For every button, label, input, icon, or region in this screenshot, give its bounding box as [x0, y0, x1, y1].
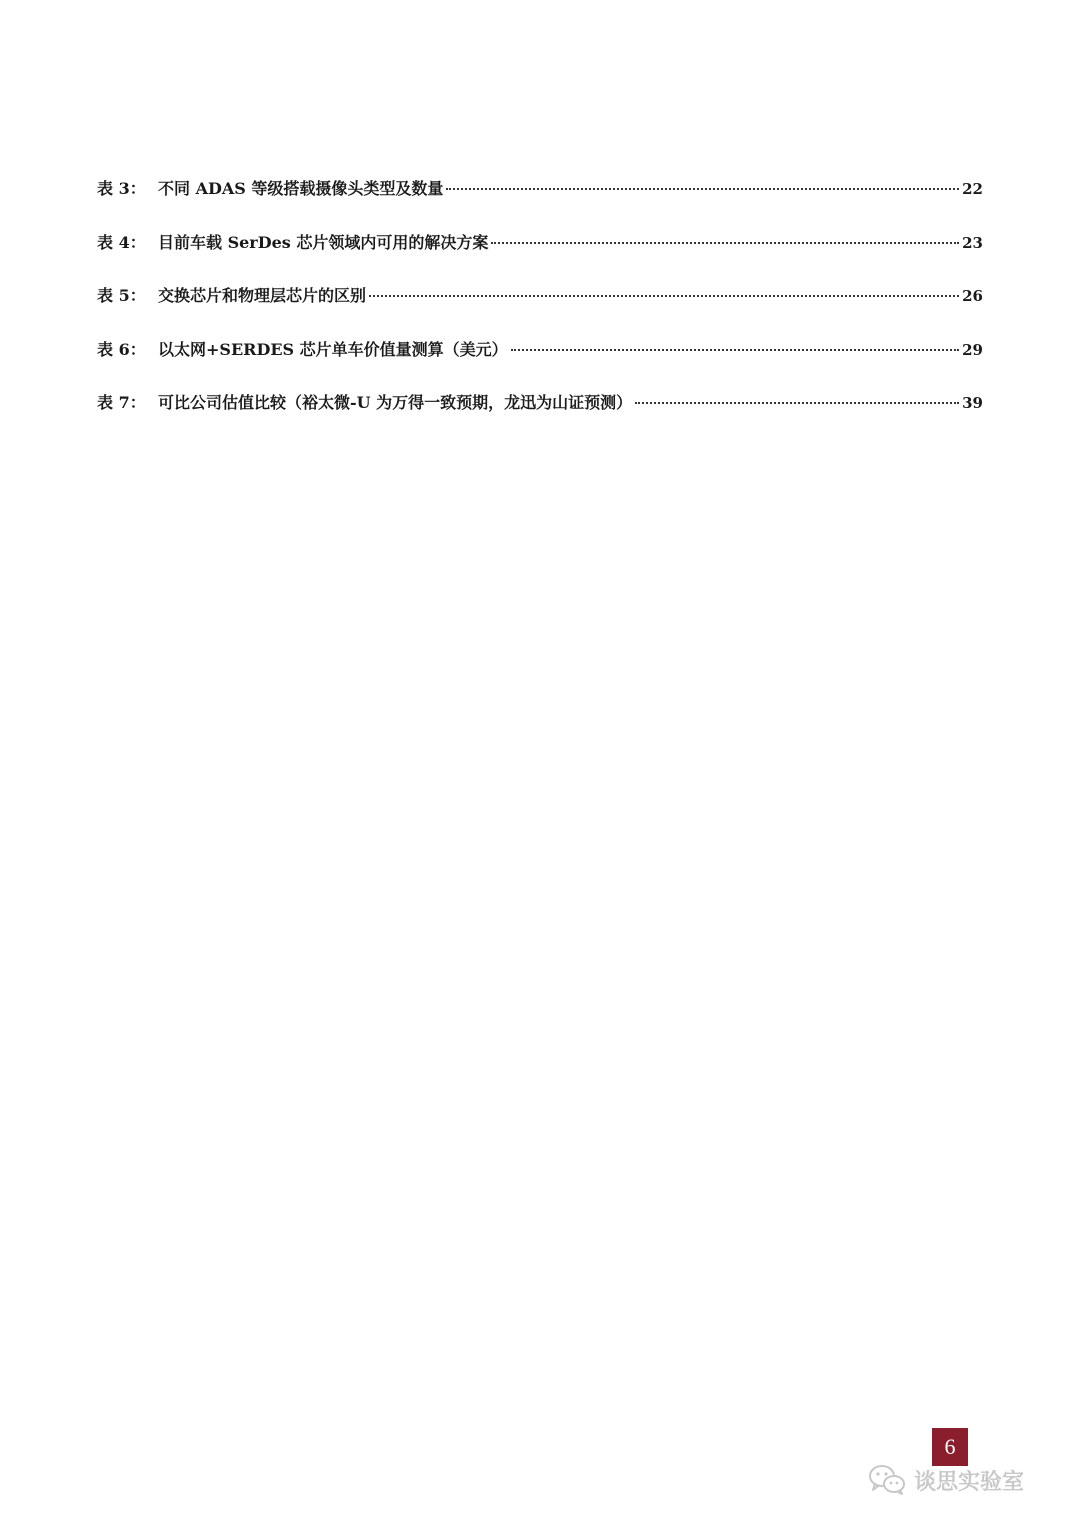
toc-entry-title: 目前车载 SerDes 芯片领域内可用的解决方案: [158, 232, 489, 252]
watermark: [868, 1462, 1024, 1498]
watermark-text: 谈思实验室: [914, 1469, 1025, 1495]
toc-entry-page: 39: [962, 394, 983, 412]
toc-entry-title: 可比公司估值比较（裕太微-U 为万得一致预期，龙迅为山证预测）: [158, 393, 633, 412]
toc-entry-page: 26: [962, 287, 983, 305]
toc-entry-page: 22: [962, 180, 983, 198]
toc-entry-page: 23: [962, 233, 983, 252]
toc-entry-label: 表 4：: [97, 232, 146, 252]
toc-entry-title: 交换芯片和物理层芯片的区别: [158, 286, 367, 305]
toc-entry-table-3[interactable]: [97, 176, 983, 230]
wechat-icon: [868, 1464, 906, 1496]
toc-entry-label: 表 3：: [97, 179, 146, 198]
dot-leader: [369, 295, 959, 297]
toc-entry-table-4[interactable]: [97, 230, 983, 284]
toc-entry-table-5[interactable]: [97, 283, 983, 337]
table-of-contents: [97, 176, 983, 444]
toc-entry-label: 表 7：: [97, 393, 146, 412]
dot-leader: [511, 349, 959, 351]
toc-entry-table-6[interactable]: [97, 337, 983, 391]
toc-entry-title: 以太网+SERDES 芯片单车价值量测算（美元）: [158, 339, 508, 359]
dot-leader: [491, 242, 959, 244]
toc-entry-table-7[interactable]: [97, 390, 983, 444]
toc-entry-label: 表 5：: [97, 286, 146, 305]
toc-entry-title: 不同 ADAS 等级搭载摄像头类型及数量: [158, 179, 444, 198]
dot-leader: [635, 402, 959, 404]
dot-leader: [446, 188, 959, 190]
toc-entry-page: 29: [962, 340, 983, 359]
page-number-badge: 6: [932, 1428, 968, 1466]
toc-entry-label: 表 6：: [97, 339, 146, 359]
